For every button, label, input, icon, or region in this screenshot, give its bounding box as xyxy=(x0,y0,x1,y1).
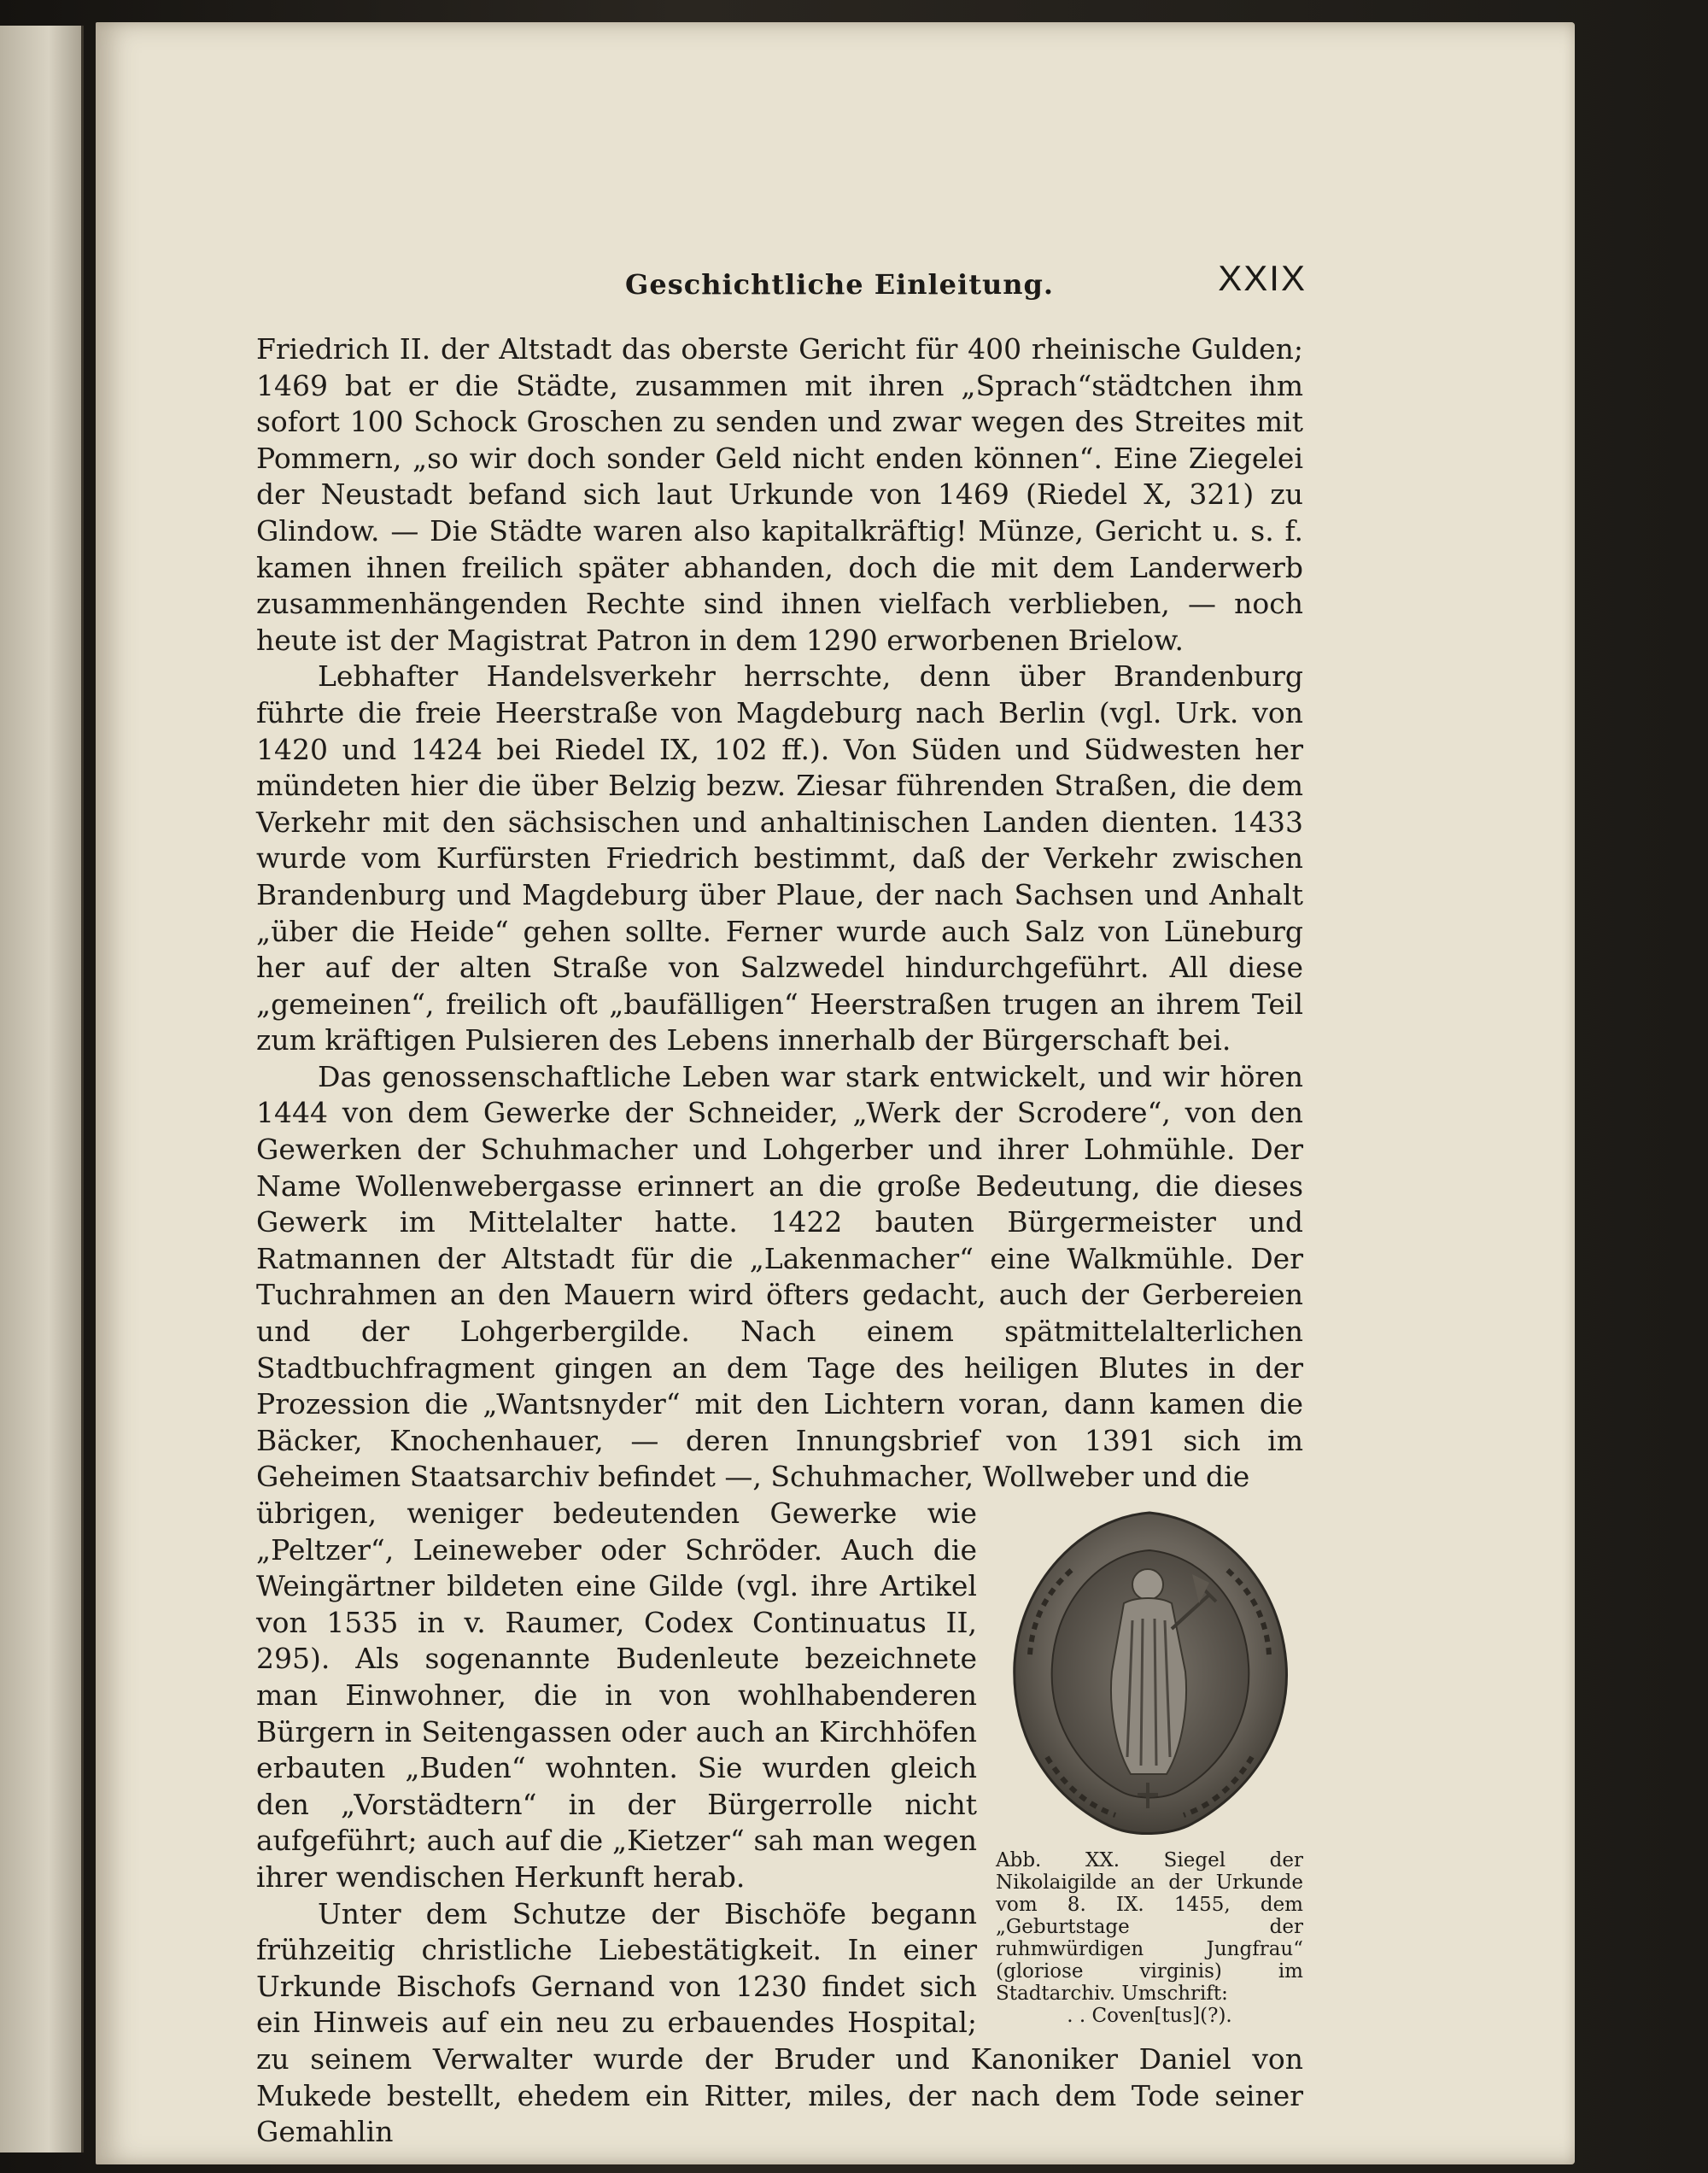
paragraph-3: Das genossenschaftliche Leben war stark entwickelt, und wir hören 1444 von dem Gewerke der Schneider, „Werk der Scrodere“, von den Gewerken der Schuhmacher und Lohgerber und ihrer Lohmühle. Der Name Wollenwebergasse erinnert an die große Bedeutung, die dieses Gewerk im Mittelalter hatte. 1422 bauten Bürgermeister und Ratmannen der Altstadt für die „Lakenmacher“ eine Walkmühle. Der Tuchrahmen an den Mauern wird öfters gedacht, auch der Gerbereien und der Lohgerbergilde. Nach einem spätmittelalterlichen Stadtbuchfragment gingen an dem Tage des heiligen Blutes in der Prozession die „Wantsnyder“ mit den Lichtern voran, dann kamen die Bäcker, Knochenhauer, — deren Innungsbrief von 1391 sich im Geheimen Staatsarchiv befindet —, Schuhmacher, Wollweber und die xyxy=(256,1059,1303,1494)
seal-figure xyxy=(996,1501,1303,2027)
paragraph-5: Unter dem Schutze der Bischöfe begann frühzeitig christliche Liebestätigkeit. In einer Urkunde Bischofs Gernand von 1230 findet sich ein Hinweis auf ein neu zu erbauendes Hospital; zu seinem Verwalter wurde der Bruder und Kanoniker Daniel von Mukede bestellt, ehedem ein Ritter, miles, der nach dem Tode seiner Gemahlin xyxy=(256,1896,1303,2149)
paragraph-1: Friedrich II. der Altstadt das oberste Gericht für 400 rheinische Gulden; 1469 bat er die Städte, zusammen mit ihren „Sprach“städtchen ihm sofort 100 Schock Groschen zu senden und zwar wegen des Streites mit Pommern, „so wir doch sonder Geld nicht enden können“. Eine Ziegelei der Neustadt befand sich laut Urkunde von 1469 (Riedel X, 321) zu Glindow. — Die Städte waren also kapitalkräftig! Münze, Gericht u. s. f. kamen ihnen freilich später abhanden, doch die mit dem Landerwerb zusammenhängenden Rechte sind ihnen vielfach verblieben, — noch heute ist der Magistrat Patron in dem 1290 erworbenen Brielow. xyxy=(256,332,1303,657)
paragraph-2: Lebhafter Handelsverkehr herrschte, denn über Brandenburg führte die freie Heerstraße von Magdeburg nach Berlin (vgl. Urk. von 1420 und 1424 bei Riedel IX, 102 ff.). Von Süden und Südwesten her mündeten hier die über Belzig bezw. Ziesar führenden Straßen, die dem Verkehr mit den sächsischen und anhaltinischen Landen dienten. 1433 wurde vom Kurfürsten Friedrich bestimmt, daß der Verkehr zwischen Brandenburg und Magdeburg über Plaue, der nach Sachsen und Anhalt „über die Heide“ gehen sollte. Ferner wurde auch Salz von Lüneburg her auf der alten Straße von Salzwedel hindurchgeführt. All diese „gemeinen“, freilich oft „baufälligen“ Heerstraßen trugen an ihrem Teil zum kräftigen Pulsieren des Lebens innerhalb der Bürgerschaft bei. xyxy=(256,659,1303,1057)
caption-inscription: . . Coven[tus](?). xyxy=(1067,2005,1232,2027)
left-page-edge xyxy=(0,26,84,2152)
body-text xyxy=(256,331,1303,2151)
paragraph-4: übrigen, weniger bedeutenden Gewerke wie „Peltzer“, Leineweber oder Schröder. Auch die Weingärtner bildeten eine Gilde (vgl. ihre Artikel von 1535 in v. Raumer, Codex Continuatus II, 295). Als sogenannte Budenleute bezeichnete man Einwohner, die in von wohlhabenderen Bürgern in Seitengassen oder auch an Kirchhöfen erbauten „Buden“ wohnten. Sie wurden gleich den „Vorstädtern“ in der Bürgerrolle nicht aufgeführt; auch auf die „Kietzer“ sah man wegen ihrer wendischen Herkunft herab. xyxy=(256,1496,977,1894)
seal-image xyxy=(996,1501,1303,1842)
page-number: XXIX xyxy=(1218,258,1307,298)
figure-caption xyxy=(996,1849,1303,2027)
seal-illustration xyxy=(996,1501,1303,1842)
running-title: Geschichtliche Einleitung. xyxy=(625,268,1055,301)
caption-text: Abb. XX. Siegel der Nikolaigilde an der Urkunde vom 8. IX. 1455, dem „Geburtstage der ruhmwürdigen Jungfrau“ (gloriose virginis) im Stadtarchiv. Umschrift: xyxy=(996,1849,1303,2005)
page-header xyxy=(256,258,1307,309)
